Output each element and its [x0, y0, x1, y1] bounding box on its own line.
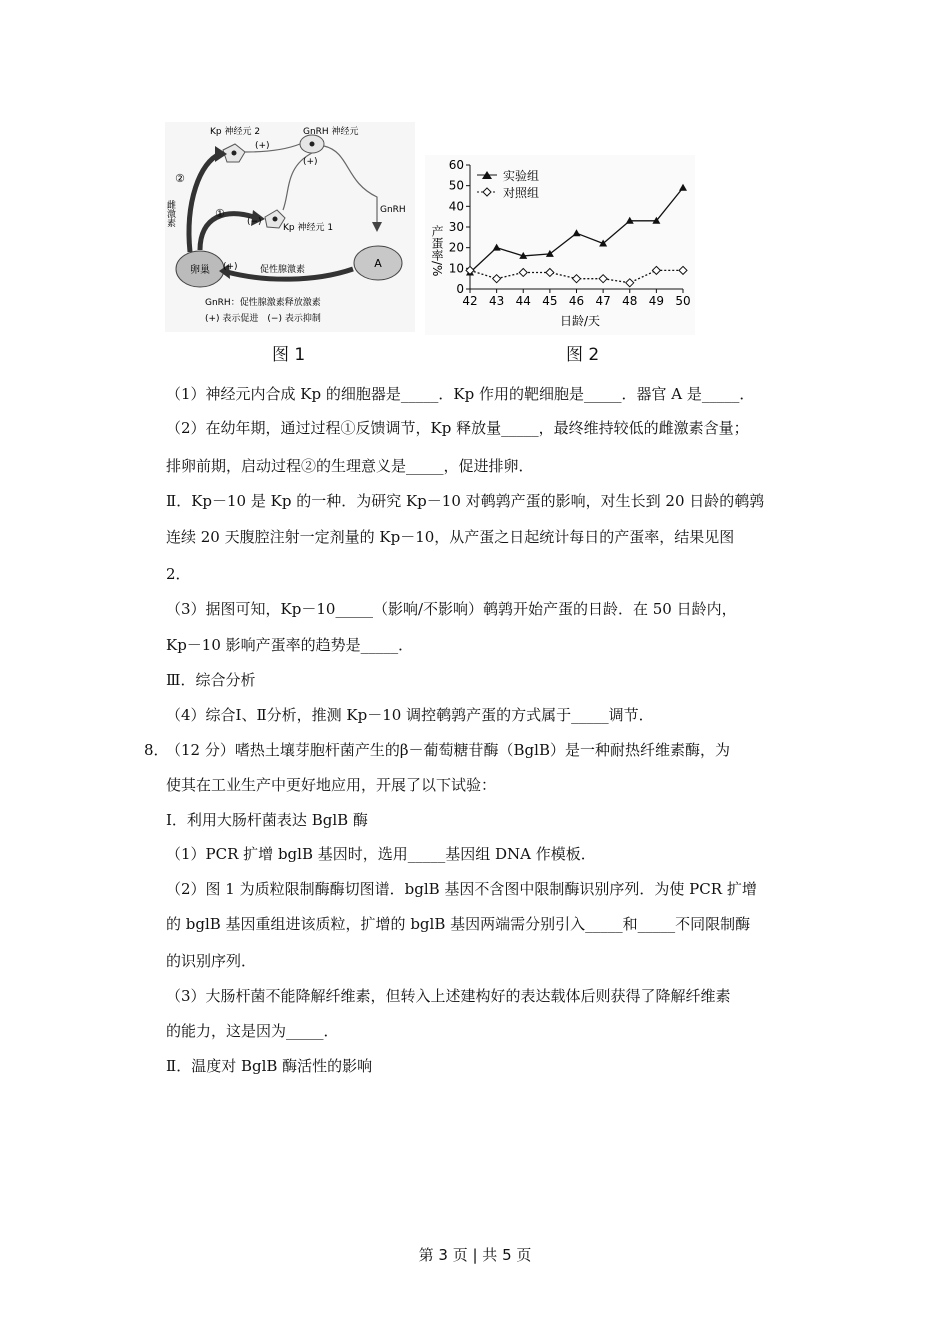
x-tick-label: 46 [568, 294, 585, 308]
ovary [176, 251, 224, 287]
y-tick-label: 60 [448, 158, 464, 172]
x-tick-label: 47 [595, 294, 611, 308]
text-line: （3）据图可知，Kp－10_____（影响/不影响）鹌鹑开始产蛋的日龄．在 50 日龄内， [166, 600, 737, 618]
page-footer: 第 3 页 | 共 5 页 [418, 1246, 532, 1264]
text-line: 的能力，这是因为_____． [166, 1022, 339, 1040]
kp1-label: Kp 神经元 1 [283, 223, 334, 233]
figure-1-diagram [165, 122, 415, 332]
y-tick-label: 20 [448, 240, 464, 255]
svg-text:A: A [374, 257, 382, 270]
text-line: Ⅰ．利用大肠杆菌表达 BglB 酶 [166, 811, 368, 829]
y-tick-label: 40 [448, 199, 464, 214]
gonadotropin-label: 促性腺激素 [260, 265, 306, 275]
minus-1: (−) [247, 217, 262, 227]
gnrh-label: GnRH [380, 205, 406, 215]
x-tick-label: 49 [648, 294, 665, 308]
y-tick-label: 10 [448, 261, 464, 276]
gnrh-neuron-label: GnRH 神经元 [303, 127, 359, 137]
legend-experimental: 实验组 [503, 169, 540, 183]
figure-2-chart [425, 155, 695, 335]
text-line: 排卵前期，启动过程②的生理意义是_____，促进排卵． [166, 457, 534, 475]
y-tick-label: 0 [456, 282, 464, 296]
text-line: （2）在幼年期，通过过程①反馈调节，Kp 释放量_____，最终维持较低的雌激素含量； [166, 419, 749, 437]
text-line: Ⅲ．综合分析 [166, 671, 256, 689]
figure-1-caption: 图 1 [272, 345, 306, 365]
x-tick-label: 45 [542, 294, 558, 308]
text-line: Kp－10 影响产蛋率的趋势是_____． [166, 636, 414, 654]
x-axis-label: 日龄/天 [560, 314, 601, 328]
question-number: 8． [144, 741, 169, 759]
text-line: 2． [166, 565, 191, 583]
x-tick-label: 44 [515, 294, 531, 308]
text-line: （1）PCR 扩增 bglB 基因时，选用_____基因组 DNA 作模板． [166, 845, 596, 863]
text-line: 连续 20 天腹腔注射一定剂量的 Kp－10，从产蛋之日起统计每日的产蛋率，结果见图 [166, 528, 735, 546]
path1-label: ① [215, 207, 225, 220]
path2-label: ② [175, 172, 185, 185]
text-line: （4）综合Ⅰ、Ⅱ分析，推测 Kp－10 调控鹌鹑产蛋的方式属于_____调节． [166, 706, 654, 724]
text-line: （3）大肠杆菌不能降解纤维素，但转入上述建构好的表达载体后则获得了降解纤维素 [166, 987, 731, 1005]
y-axis-label: 产蛋率/% [430, 225, 444, 277]
x-tick-label: 50 [675, 294, 691, 308]
text-line: Ⅱ．温度对 BglB 酶活性的影响 [166, 1057, 373, 1075]
x-tick-label: 42 [462, 294, 478, 308]
text-line: 使其在工业生产中更好地应用，开展了以下试验： [166, 776, 497, 794]
figure-2-caption: 图 2 [566, 345, 600, 365]
plus-1: (+) [255, 141, 270, 151]
legend-line-2: (+) 表示促进 (−) 表示抑制 [205, 314, 321, 324]
y-tick-label: 50 [448, 178, 464, 193]
plus-2: (+) [303, 157, 318, 167]
svg-text:卵巢: 卵巢 [190, 265, 210, 276]
plus-3: (+) [223, 262, 238, 272]
text-line: （12 分）嗜热土壤芽胞杆菌产生的β－葡萄糖苷酶（BglB）是一种耐热纤维素酶，为 [166, 741, 730, 759]
text-line: （2）图 1 为质粒限制酶酶切图谱．bglB 基因不含图中限制酶识别序列．为使 PCR 扩增 [166, 880, 757, 898]
y-tick-label: 30 [448, 220, 464, 234]
x-tick-label: 43 [488, 294, 505, 308]
estrogen-label: 雌激素 [165, 200, 175, 227]
kp2-label: Kp 神经元 2 [210, 127, 261, 137]
text-line: 的 bglB 基因重组进该质粒，扩增的 bglB 基因两端需分别引入_____和_____不同限制酶 [166, 915, 751, 933]
text-line: （1）神经元内合成 Kp 的细胞器是_____．Kp 作用的靶细胞是_____．器官 A 是_____． [166, 385, 755, 403]
text-line: 的识别序列． [166, 952, 257, 970]
gnrh-neuron [300, 135, 324, 153]
x-tick-label: 48 [622, 294, 638, 308]
text-line: Ⅱ．Kp－10 是 Kp 的一种．为研究 Kp－10 对鹌鹑产蛋的影响，对生长到 20 日龄的鹌鹑 [166, 492, 765, 510]
organ-a [354, 246, 402, 280]
legend-line-1: GnRH：促性腺激素释放激素 [205, 298, 321, 308]
legend-control: 对照组 [503, 186, 540, 200]
